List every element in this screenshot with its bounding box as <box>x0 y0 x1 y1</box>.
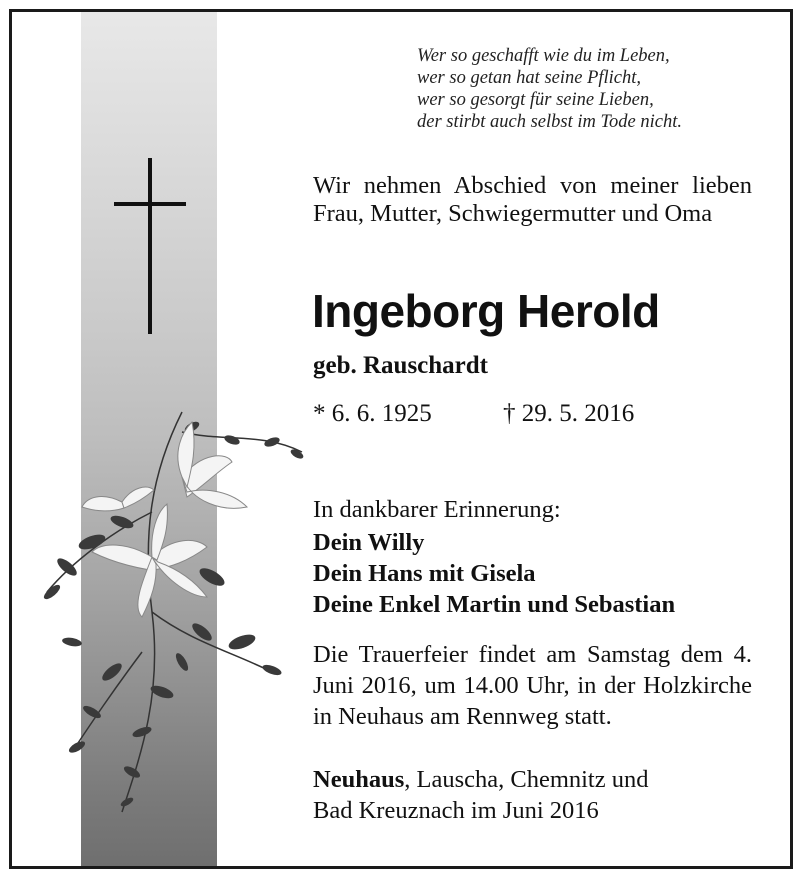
place-bold: Neuhaus <box>313 766 405 793</box>
deceased-name: Ingeborg Herold <box>312 285 660 337</box>
place-rest: , Lauscha, Chemnitz und <box>404 766 649 793</box>
poem-line: Wer so geschafft wie du im Leben, <box>417 46 670 66</box>
lily-flowers-image <box>32 392 332 822</box>
family-line: Deine Enkel Martin und Sebastian <box>313 591 676 618</box>
birth-name: geb. Rauschardt <box>313 352 489 379</box>
poem-line: wer so getan hat seine Pflicht, <box>417 68 642 88</box>
intro-text: Wir nehmen Abschied von meiner lieben Frau, Mutter, Schwiegermutter und Oma <box>313 172 752 227</box>
place-line-2: Bad Kreuznach im Juni 2016 <box>313 797 599 824</box>
obituary-frame <box>9 9 793 869</box>
birth-date: * 6. 6. 1925 <box>313 400 432 427</box>
poem-line: wer so gesorgt für seine Lieben, <box>417 90 654 110</box>
place-and-date <box>313 764 649 826</box>
cross-icon <box>114 158 186 334</box>
poem-line: der stirbt auch selbst im Tode nicht. <box>417 112 682 132</box>
family-line: Dein Hans mit Gisela <box>313 560 536 587</box>
memory-line: In dankbarer Erinnerung: <box>313 496 561 523</box>
death-date: † 29. 5. 2016 <box>503 400 635 427</box>
family-line: Dein Willy <box>313 529 425 556</box>
funeral-service-text: Die Trauerfeier findet am Samstag dem 4. Juni 2016, um 14.00 Uhr, in der Holzkirche in Neuhaus am Rennweg statt. <box>313 641 752 730</box>
poem <box>417 45 682 133</box>
